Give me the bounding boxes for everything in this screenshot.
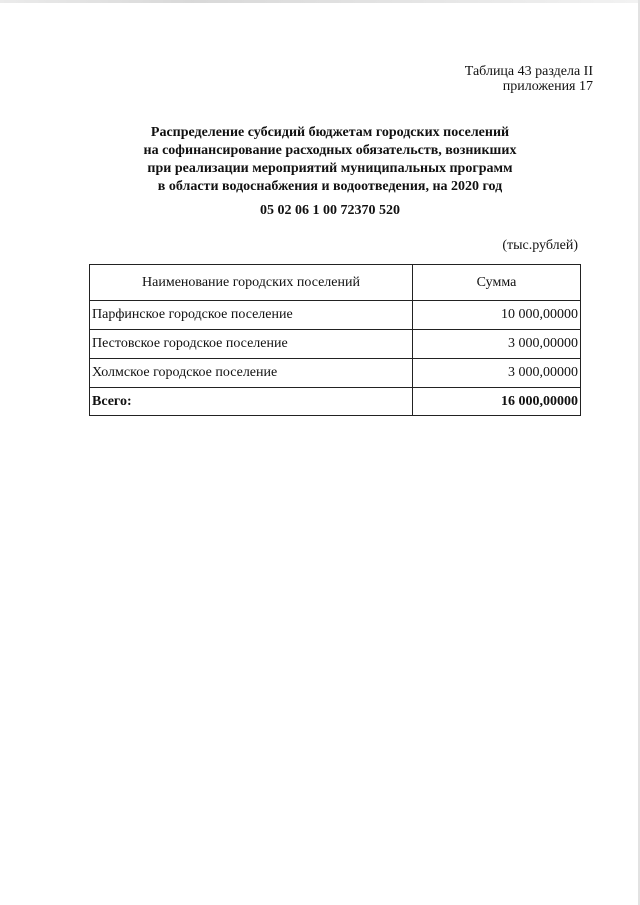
- document-title: [100, 124, 560, 196]
- table-row: [90, 301, 581, 330]
- subsidy-table: [89, 264, 581, 416]
- units-label: (тыс.рублей): [502, 238, 578, 253]
- table-row: [90, 330, 581, 359]
- table-reference: [465, 64, 593, 94]
- total-row: [90, 388, 581, 416]
- settlement-sum: 10 000,00000: [413, 301, 581, 330]
- title-line-1: Распределение субсидий бюджетам городских поселений: [150, 125, 510, 140]
- table-header-row: [90, 265, 581, 301]
- total-label: Всего:: [90, 388, 413, 416]
- reference-line-2: приложения 17: [502, 79, 593, 94]
- reference-line-1: Таблица 43 раздела II: [464, 64, 593, 79]
- header-settlement-name: Наименование городских поселений: [90, 265, 413, 301]
- settlement-sum: 3 000,00000: [413, 330, 581, 359]
- header-sum: Сумма: [413, 265, 581, 301]
- scan-edge-top: [0, 0, 640, 3]
- title-line-2: на софинансирование расходных обязательств, возникших: [143, 143, 517, 158]
- settlement-name: Пестовское городское поселение: [90, 330, 413, 359]
- total-sum: 16 000,00000: [413, 388, 581, 416]
- budget-classification-code: 05 02 06 1 00 72370 520: [260, 203, 400, 218]
- settlement-name: Парфинское городское поселение: [90, 301, 413, 330]
- title-line-4: в области водоснабжения и водоотведения, на 2020 год: [157, 179, 503, 194]
- settlement-name: Холмское городское поселение: [90, 359, 413, 388]
- settlement-sum: 3 000,00000: [413, 359, 581, 388]
- table-row: [90, 359, 581, 388]
- title-line-3: при реализации мероприятий муниципальных программ: [147, 161, 513, 176]
